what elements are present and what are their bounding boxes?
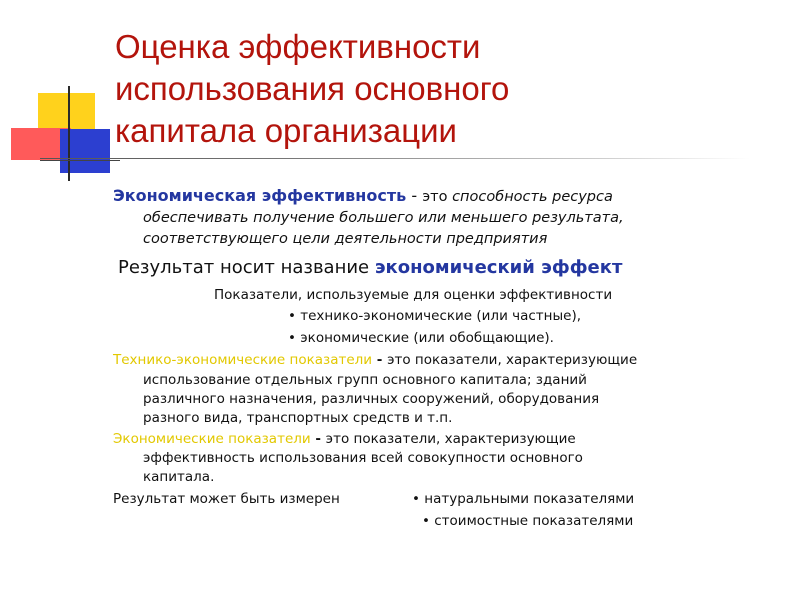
- measure-bullet: • стоимостные показателями: [422, 513, 634, 529]
- tech-econ-term: Технико-экономические показатели: [113, 352, 373, 368]
- definition-line: [113, 186, 613, 205]
- tech-econ-line: различного назначения, различных сооружений, оборудования: [143, 391, 600, 407]
- result-term: экономический эффект: [374, 257, 623, 278]
- horizontal-divider: [40, 158, 750, 159]
- measure-bullet: • натуральными показателями: [412, 491, 635, 507]
- indicators-header: Показатели, используемые для оценки эффективности: [214, 287, 613, 303]
- title-line: Оценка эффективности: [115, 28, 481, 65]
- definition-text: способность ресурса: [452, 189, 613, 205]
- econ-line: эффективность использования всей совокупности основного: [143, 450, 583, 466]
- econ-line: [113, 431, 576, 447]
- tech-econ-line: разного вида, транспортных средств и т.п.: [143, 410, 453, 426]
- title-line: капитала организации: [115, 112, 457, 149]
- definition-term: Экономическая эффективность: [113, 186, 407, 205]
- result-name-line: [118, 257, 622, 278]
- indicator-bullet: • экономические (или обобщающие).: [288, 330, 554, 346]
- tech-econ-dash: -: [372, 352, 388, 368]
- indicator-bullet: • технико-экономические (или частные),: [288, 308, 582, 324]
- title-line: использования основного: [115, 70, 510, 107]
- vertical-line-decoration: [68, 86, 70, 181]
- definition-line: обеспечивать получение большего или меньшего результата,: [143, 210, 624, 226]
- econ-text: это показатели, характеризующие: [325, 431, 576, 447]
- tech-econ-line: [113, 352, 637, 368]
- definition-lead: это: [422, 189, 453, 205]
- slide-title: [115, 26, 715, 152]
- econ-dash: -: [310, 431, 326, 447]
- econ-line: капитала.: [143, 469, 215, 485]
- definition-dash: -: [406, 186, 423, 205]
- result-prefix: Результат носит название: [118, 257, 375, 278]
- measure-lead: Результат может быть измерен: [113, 491, 340, 507]
- horizontal-divider-accent: [40, 160, 120, 161]
- econ-term: Экономические показатели: [113, 431, 311, 447]
- definition-line: соответствующего цели деятельности предприятия: [143, 231, 548, 247]
- tech-econ-line: использование отдельных групп основного капитала; зданий: [143, 372, 587, 388]
- tech-econ-text: это показатели, характеризующие: [387, 352, 638, 368]
